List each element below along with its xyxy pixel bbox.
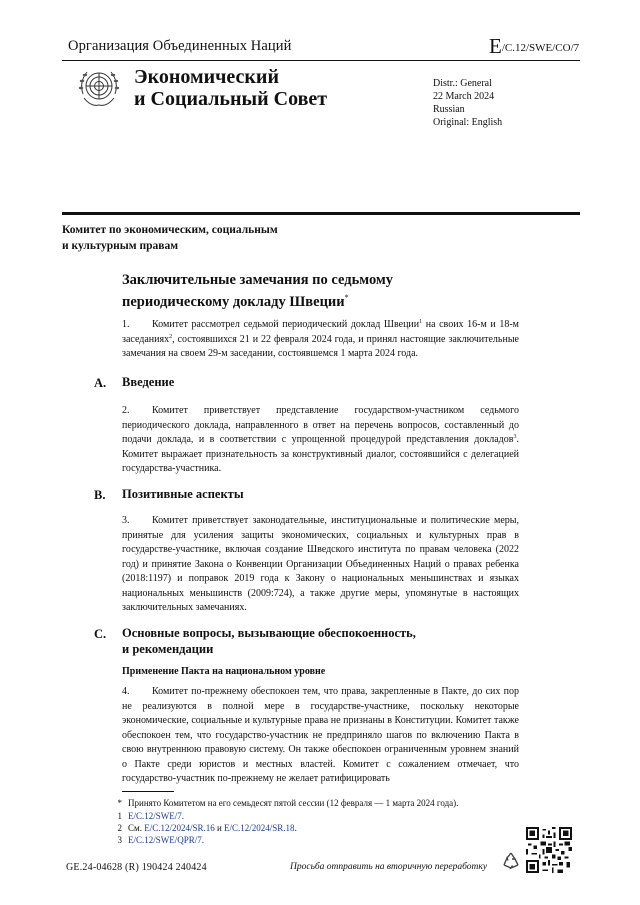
council-name-line2: и Социальный Совет bbox=[134, 88, 328, 110]
subheading: Применение Пакта на национальном уровне bbox=[122, 666, 326, 677]
symbol-letter: E bbox=[489, 34, 502, 58]
issue-date: 22 March 2024 bbox=[433, 91, 495, 102]
footnote-3: 3 E/C.12/SWE/QPR/7. bbox=[117, 835, 205, 845]
footnote-2: 2 См. E/C.12/2024/SR.16 и E/C.12/2024/SR.18. bbox=[117, 823, 297, 833]
distribution-block bbox=[433, 77, 502, 129]
header-rule bbox=[62, 60, 580, 61]
distribution: Distr.: General bbox=[433, 78, 492, 89]
original-language: Original: English bbox=[433, 117, 503, 128]
footnote-1-link[interactable]: E/C.12/SWE/7. bbox=[128, 811, 184, 821]
qr-code-icon bbox=[526, 827, 572, 873]
section-c-title-line2: и рекомендации bbox=[122, 642, 214, 656]
recycle-note: Просьба отправить на вторичную переработку bbox=[290, 862, 488, 872]
title-line1: Заключительные замечания по седьмому bbox=[122, 272, 394, 288]
section-c-letter: C. bbox=[94, 627, 107, 641]
paragraph-2: 2. Комитет приветствует представление государством-участником седьмого периодического доклада, направленного в ответ на перечень вопросов, составленный до подачи доклада, и в соответствии с упрощенной процедурой представления докладов$^3$. Комитет выражает признательность за конструктивный диалог, состоявшийся с делегацией государства-участника. bbox=[122, 405, 519, 474]
un-emblem-icon bbox=[74, 64, 124, 112]
footnote-ref: 1 bbox=[419, 319, 423, 325]
paragraph-number: 4. bbox=[122, 686, 130, 697]
document-symbol bbox=[489, 34, 579, 59]
footnote-ref: 3 bbox=[513, 434, 517, 440]
symbol-rest: /C.12/SWE/CO/7 bbox=[501, 42, 580, 54]
footnote-rule bbox=[122, 791, 174, 792]
paragraph-4: 4. Комитет по-прежнему обеспокоен тем, что права, закрепленные в Пакте, до сих пор не реализуются в полной мере в государстве-участнике, поскольку некоторые экономические, социальные и культурные права не признаны в Конституции. Комитет также обеспокоен тем, что государство-участник не предприняло шагов по включению Пакта в свою внутреннюю правовую систему. Он также обеспокоен ограниченным уровнем знаний о Пакте среди юристов и местных властей. Комитет с сожалением отмечает, что государство-участник по-прежнему не желает ратифицировать bbox=[122, 686, 519, 784]
paragraph-number: 3. bbox=[122, 515, 130, 526]
footnote-1: 1 E/C.12/SWE/7. bbox=[117, 811, 184, 821]
title-line2: периодическому докладу Швеции bbox=[122, 294, 345, 310]
footnote-star: * Принято Комитетом на его семьдесят пятой сессии (12 февраля — 1 марта 2024 года). bbox=[117, 798, 459, 808]
thick-rule bbox=[62, 212, 580, 215]
title-footnote-mark: * bbox=[344, 293, 349, 302]
job-number: GE.24-04628 (R) 190424 240424 bbox=[66, 862, 207, 873]
paragraph-number: 1. bbox=[122, 319, 130, 330]
document-title bbox=[122, 271, 393, 311]
footnote-2-link-2[interactable]: E/C.12/2024/SR.18 bbox=[224, 823, 295, 833]
footnote-3-link[interactable]: E/C.12/SWE/QPR/7. bbox=[128, 835, 205, 845]
committee-name bbox=[62, 222, 278, 254]
committee-line1: Комитет по экономическим, социальным bbox=[62, 224, 278, 236]
section-b-letter: B. bbox=[94, 488, 106, 502]
paragraph-1: 1. Комитет рассмотрел седьмой периодический доклад Швеции$^1$ на своих 16-м и 18-м заседаниях$^2$, состоявшихся 21 и 22 февраля 2024 года, и принял настоящие заключительные замечания на своем 29-м заседании, состоявшемся 1 марта 2024 года. bbox=[122, 319, 519, 359]
section-b-title: Позитивные аспекты bbox=[122, 487, 244, 501]
council-name bbox=[134, 66, 327, 110]
section-c-title bbox=[122, 625, 416, 657]
footnote-2-link-1[interactable]: E/C.12/2024/SR.16 bbox=[144, 823, 215, 833]
section-a-title: Введение bbox=[122, 375, 175, 389]
paragraph-3: 3. Комитет приветствует законодательные, институциональные и политические меры, принятые для усиления защиты экономических, социальных и культурных прав в государстве-участнике, включая создание Шведского института по правам человека (2022 год) и принятие Закона о Конвенции Организации Объединенных Наций о правах ребенка (2018:1197) и поправок 2019 года к Закону о национальных меньшинствах и языках национальных меньшинств (2009:724), а также другие меры, упомянутые в настоящих заключительных замечаниях. bbox=[122, 515, 519, 613]
footnote-ref: 2 bbox=[169, 333, 173, 340]
paragraph-number: 2. bbox=[122, 405, 130, 416]
organization-name: Организация Объединенных Наций bbox=[68, 38, 292, 54]
section-a-letter: A. bbox=[94, 376, 107, 390]
council-name-line1: Экономический bbox=[134, 66, 279, 88]
document-language: Russian bbox=[433, 104, 465, 115]
recycle-icon bbox=[500, 850, 522, 872]
committee-line2: и культурным правам bbox=[62, 240, 179, 252]
section-c-title-line1: Основные вопросы, вызывающие обеспокоенность, bbox=[122, 626, 416, 640]
